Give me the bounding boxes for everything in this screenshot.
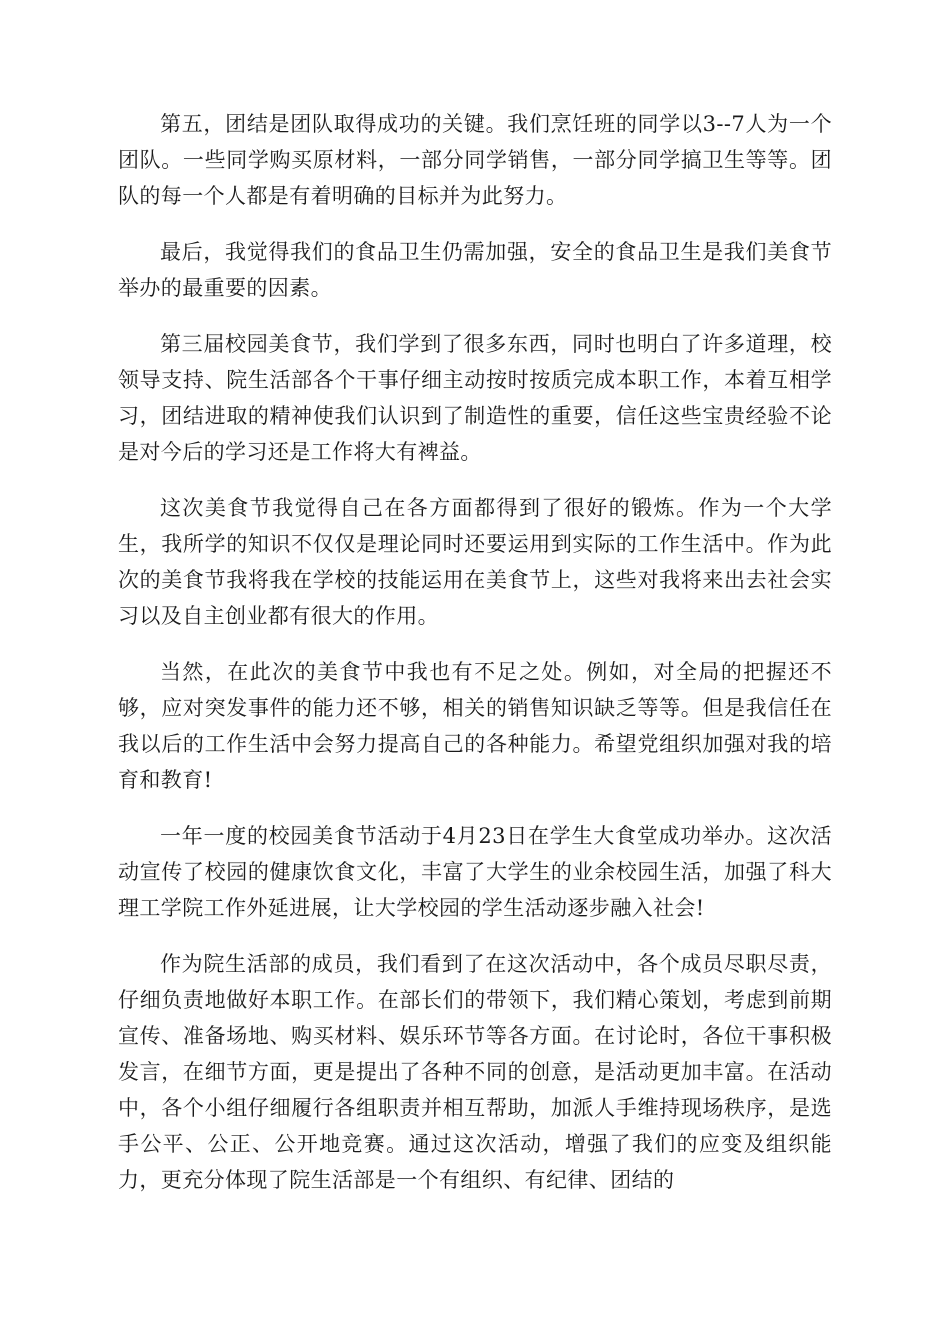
- paragraph-teamwork: 第五，团结是团队取得成功的关键。我们烹饪班的同学以3--7人为一个团队。一些同学购买原材料，一部分同学销售，一部分同学搞卫生等等。团队的每一个人都是有着明确的目标并为此努力。: [118, 112, 832, 208]
- paragraph-annual-festival: 一年一度的校园美食节活动于4月23日在学生大食堂成功举办。这次活动宣传了校园的健康饮食文化，丰富了大学生的业余校园生活，加强了科大理工学院工作外延进展，让大学校园的学生活动逐步融入社会!: [118, 824, 832, 920]
- paragraph-third-food-festival: 第三届校园美食节，我们学到了很多东西，同时也明白了许多道理，校领导支持、院生活部各个干事仔细主动按时按质完成本职工作，本着互相学习，团结进取的精神使我们认识到了制造性的重要，信任这些宝贵经验不论是对今后的学习还是工作将大有裨益。: [118, 332, 832, 464]
- paragraph-food-hygiene: 最后，我觉得我们的食品卫生仍需加强，安全的食品卫生是我们美食节举办的最重要的因素。: [118, 240, 832, 300]
- paragraph-personal-growth: 这次美食节我觉得自己在各方面都得到了很好的锻炼。作为一个大学生，我所学的知识不仅仅是理论同时还要运用到实际的工作生活中。作为此次的美食节我将我在学校的技能运用在美食节上，这些对我将来出去社会实习以及自主创业都有很大的作用。: [118, 496, 832, 628]
- paragraph-shortcomings: 当然，在此次的美食节中我也有不足之处。例如，对全局的把握还不够，应对突发事件的能力还不够，相关的销售知识缺乏等等。但是我信任在我以后的工作生活中会努力提高自己的各种能力。希望党组织加强对我的培育和教育!: [118, 660, 832, 792]
- paragraph-life-department: 作为院生活部的成员，我们看到了在这次活动中，各个成员尽职尽责，仔细负责地做好本职工作。在部长们的带领下，我们精心策划，考虑到前期宣传、准备场地、购买材料、娱乐环节等各方面。在讨论时，各位干事积极发言，在细节方面，更是提出了各种不同的创意，是活动更加丰富。在活动中，各个小组仔细履行各组职责并相互帮助，加派人手维持现场秩序，是选手公平、公正、公开地竞赛。通过这次活动，增强了我们的应变及组织能力，更充分体现了院生活部是一个有组织、有纪律、团结的: [118, 952, 832, 1192]
